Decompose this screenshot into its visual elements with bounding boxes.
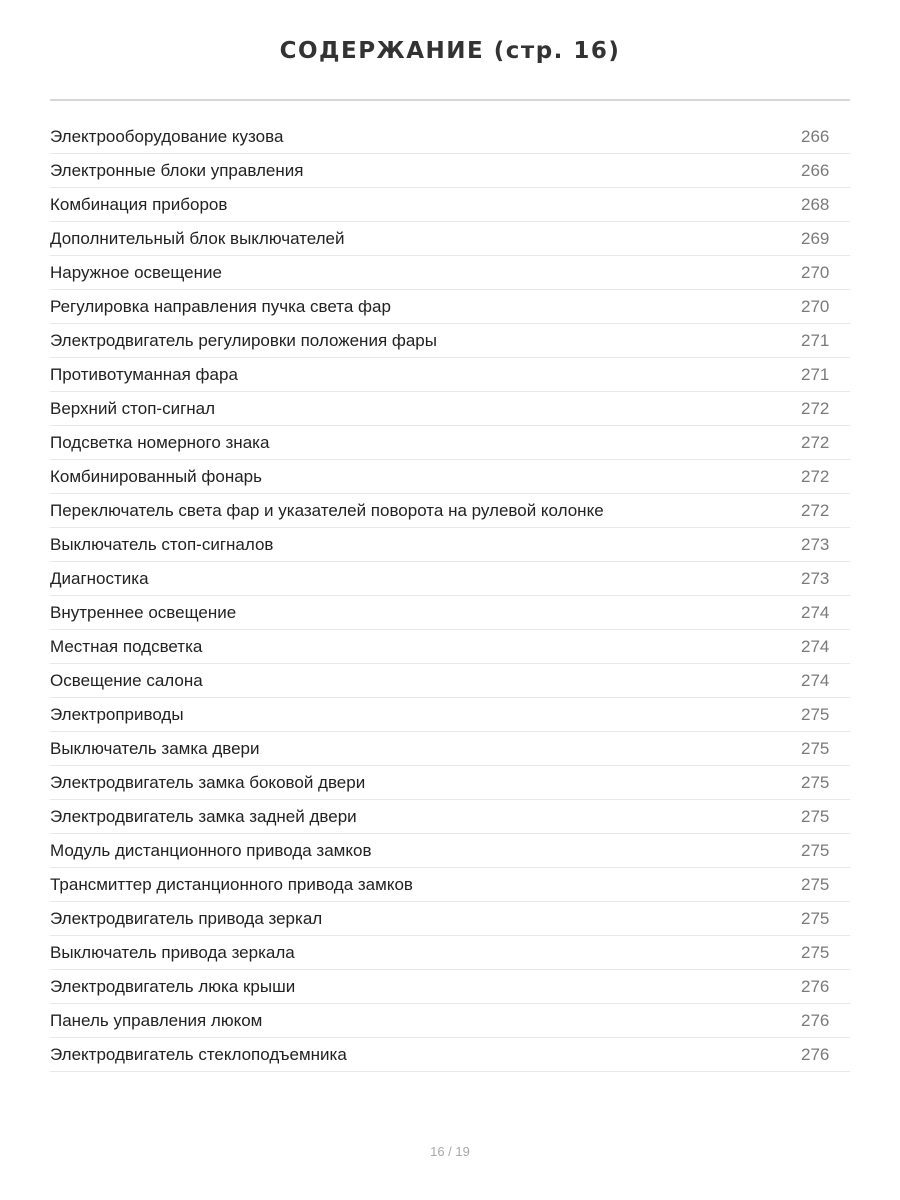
toc-entry[interactable] bbox=[50, 120, 850, 154]
toc-entry-title: Панель управления люком bbox=[50, 1011, 263, 1030]
toc-entry-page-number: 273 bbox=[801, 535, 830, 554]
toc-entry-title: Переключатель света фар и указателей поворота на рулевой колонке bbox=[50, 501, 604, 520]
toc-entry-page-number: 275 bbox=[801, 773, 830, 792]
toc-entry[interactable] bbox=[50, 698, 850, 732]
toc-entry[interactable] bbox=[50, 630, 850, 664]
toc-entry-page-number: 268 bbox=[801, 195, 830, 214]
toc-entry[interactable] bbox=[50, 902, 850, 936]
toc-entry-title: Электродвигатель замка боковой двери bbox=[50, 773, 366, 792]
toc-entry-page-number: 272 bbox=[801, 467, 830, 486]
toc-entry[interactable] bbox=[50, 868, 850, 902]
toc-entry-page-number: 272 bbox=[801, 433, 830, 452]
toc-entry-page-number: 274 bbox=[801, 671, 830, 690]
toc-entry-page-number: 271 bbox=[801, 331, 830, 350]
toc-entry-title: Электродвигатель замка задней двери bbox=[50, 807, 357, 826]
toc-entry-page-number: 275 bbox=[801, 705, 830, 724]
toc-entry[interactable] bbox=[50, 562, 850, 596]
toc-entry[interactable] bbox=[50, 256, 850, 290]
toc-entry[interactable] bbox=[50, 528, 850, 562]
toc-entry-title: Комбинированный фонарь bbox=[50, 467, 262, 486]
toc-entry[interactable] bbox=[50, 426, 850, 460]
toc-entry[interactable] bbox=[50, 664, 850, 698]
toc-entry-page-number: 269 bbox=[801, 229, 830, 248]
toc-entry-title: Верхний стоп-сигнал bbox=[50, 399, 216, 418]
toc-entry-title: Электродвигатель стеклоподъемника bbox=[50, 1045, 347, 1064]
toc-entry[interactable] bbox=[50, 222, 850, 256]
toc-entry-title: Регулировка направления пучка света фар bbox=[50, 297, 391, 316]
toc-entry-page-number: 270 bbox=[801, 297, 830, 316]
toc-entry[interactable] bbox=[50, 460, 850, 494]
toc-entry-page-number: 275 bbox=[801, 943, 830, 962]
toc-entry[interactable] bbox=[50, 1004, 850, 1038]
toc-entry[interactable] bbox=[50, 188, 850, 222]
toc-entry-page-number: 276 bbox=[801, 1011, 830, 1030]
toc-entry-title: Комбинация приборов bbox=[50, 195, 228, 214]
toc-list bbox=[50, 120, 850, 1072]
toc-entry-page-number: 275 bbox=[801, 875, 830, 894]
toc-entry-page-number: 266 bbox=[801, 127, 830, 146]
toc-entry-title: Электродвигатель регулировки положения фары bbox=[50, 331, 437, 350]
toc-entry[interactable] bbox=[50, 970, 850, 1004]
toc-entry[interactable] bbox=[50, 324, 850, 358]
toc-entry[interactable] bbox=[50, 1038, 850, 1072]
toc-entry-title: Местная подсветка bbox=[50, 637, 203, 656]
toc-entry[interactable] bbox=[50, 800, 850, 834]
toc-entry-page-number: 276 bbox=[801, 977, 830, 996]
toc-entry-page-number: 266 bbox=[801, 161, 830, 180]
toc-entry-title: Выключатель привода зеркала bbox=[50, 943, 295, 962]
toc-entry[interactable] bbox=[50, 834, 850, 868]
page-indicator: 16 / 19 bbox=[430, 1144, 470, 1159]
toc-entry-page-number: 275 bbox=[801, 841, 830, 860]
toc-entry[interactable] bbox=[50, 358, 850, 392]
toc-entry-title: Внутреннее освещение bbox=[50, 603, 237, 622]
toc-entry-page-number: 272 bbox=[801, 501, 830, 520]
toc-entry-page-number: 275 bbox=[801, 909, 830, 928]
toc-entry[interactable] bbox=[50, 766, 850, 800]
toc-entry-title: Выключатель замка двери bbox=[50, 739, 260, 758]
toc-entry-page-number: 276 bbox=[801, 1045, 830, 1064]
toc-entry[interactable] bbox=[50, 392, 850, 426]
toc-entry-title: Выключатель стоп-сигналов bbox=[50, 535, 274, 554]
toc-entry[interactable] bbox=[50, 154, 850, 188]
toc-entry-title: Электродвигатель люка крыши bbox=[50, 977, 296, 996]
toc-entry[interactable] bbox=[50, 494, 850, 528]
toc-entry-title: Электродвигатель привода зеркал bbox=[50, 909, 323, 928]
toc-entry-title: Электроприводы bbox=[50, 705, 184, 724]
toc-entry-title: Трансмиттер дистанционного привода замков bbox=[50, 875, 413, 894]
toc-entry-page-number: 274 bbox=[801, 603, 830, 622]
toc-entry-title: Электронные блоки управления bbox=[50, 161, 304, 180]
toc-entry-page-number: 274 bbox=[801, 637, 830, 656]
toc-entry-page-number: 275 bbox=[801, 739, 830, 758]
toc-entry-page-number: 275 bbox=[801, 807, 830, 826]
title-divider bbox=[50, 99, 850, 101]
toc-entry-title: Противотуманная фара bbox=[50, 365, 238, 384]
page-title: СОДЕРЖАНИЕ (стр. 16) bbox=[279, 38, 621, 64]
toc-entry-title: Модуль дистанционного привода замков bbox=[50, 841, 372, 860]
toc-entry-title: Диагностика bbox=[50, 569, 149, 588]
toc-entry[interactable] bbox=[50, 936, 850, 970]
toc-entry-title: Наружное освещение bbox=[50, 263, 222, 282]
toc-entry-page-number: 272 bbox=[801, 399, 830, 418]
toc-entry-page-number: 270 bbox=[801, 263, 830, 282]
toc-entry-page-number: 273 bbox=[801, 569, 830, 588]
toc-entry-page-number: 271 bbox=[801, 365, 830, 384]
toc-entry-title: Электрооборудование кузова bbox=[50, 127, 284, 146]
toc-entry-title: Подсветка номерного знака bbox=[50, 433, 270, 452]
toc-entry[interactable] bbox=[50, 732, 850, 766]
toc-entry-title: Дополнительный блок выключателей bbox=[50, 229, 345, 248]
toc-entry-title: Освещение салона bbox=[50, 671, 203, 690]
toc-entry[interactable] bbox=[50, 290, 850, 324]
toc-entry[interactable] bbox=[50, 596, 850, 630]
